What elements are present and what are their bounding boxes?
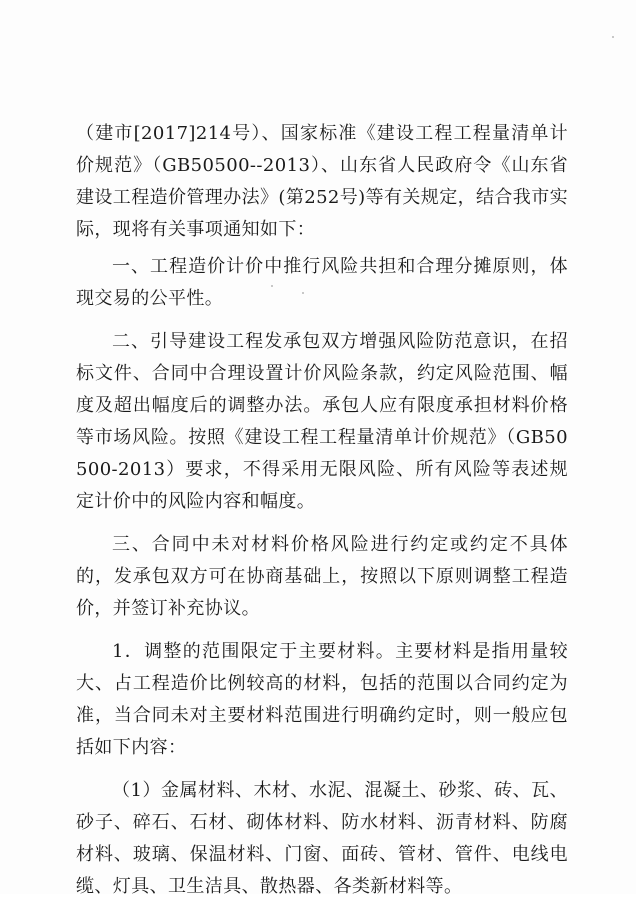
document-body <box>76 118 568 903</box>
paragraph-subitem-1: 1．调整的范围限定于主要材料。主要材料是指用量较大、占工程造价比例较高的材料，包括的范围以合同约定为准，当合同未对主要材料范围进行明确约定时，则一般应包括如下内容： <box>76 641 568 758</box>
paragraph-intro: （建市[2017]214号）、国家标准《建设工程工程量清单计价规范》（GB50500--2013）、山东省人民政府令《山东省建设工程造价管理办法》(第252号)等有关规定，结合我市实际，现将有关事项通知如下： <box>76 123 568 240</box>
paragraph-item-3: 三、合同中未对材料价格风险进行约定或约定不具体的，发承包双方可在协商基础上，按照以下原则调整工程造价，并签订补充协议。 <box>76 534 568 619</box>
scan-speck <box>612 36 614 38</box>
paragraph-item-2: 二、引导建设工程发承包双方增强风险防范意识，在招标文件、合同中合理设置计价风险条款，约定风险范围、幅度及超出幅度后的调整办法。承包人应有限度承担材料价格等市场风险。按照《建设工程工程量清单计价规范》（GB50500-2013）要求，不得采用无限风险、所有风险等表述规定计价中的风险内容和幅度。 <box>76 331 568 512</box>
paragraph-item-1: 一、工程造价计价中推行风险共担和合理分摊原则，体现交易的公平性。 <box>76 256 568 309</box>
paragraph-subitem-1-1: （1）金属材料、木材、水泥、混凝土、砂浆、砖、瓦、砂子、碎石、石材、砌体材料、防水材料、沥青材料、防腐材料、玻璃、保温材料、门窗、面砖、管材、管件、电线电缆、灯具、卫生洁具、散热器、各类新材料等。 <box>76 780 568 897</box>
